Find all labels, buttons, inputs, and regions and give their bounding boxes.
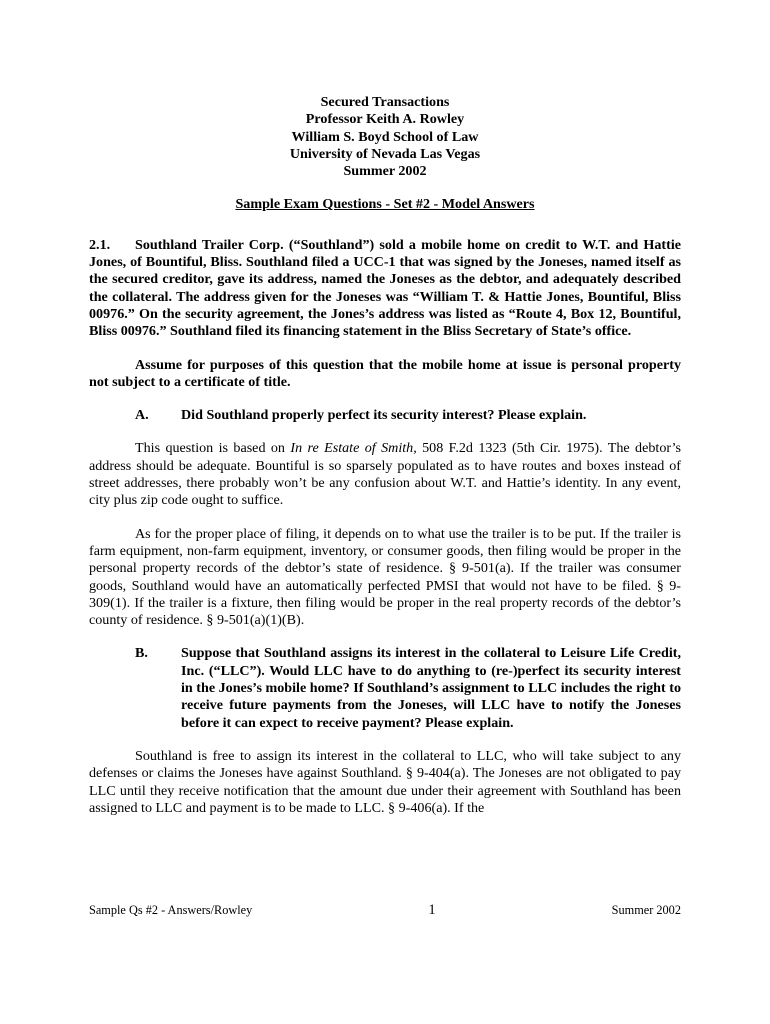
school-name: William S. Boyd School of Law bbox=[291, 128, 479, 145]
question-number: 2.1. bbox=[89, 236, 111, 253]
page-number: 1 bbox=[428, 902, 436, 918]
university-name: University of Nevada Las Vegas bbox=[289, 145, 481, 162]
document-body bbox=[89, 94, 681, 817]
answer-a-paragraph-1 bbox=[89, 440, 681, 509]
subquestion-b-text: Suppose that Southland assigns its interest in the collateral to Leisure Life Credit, Inc. (“LLC”). Would LLC have to do anything to (re-)perfect its security interest in the Jones’s mobile home? If Southland’s assignment to LLC includes the right to receive future payments from the Joneses, will LLC have to notify the Joneses before it can expect to receive payment? Please explain. bbox=[181, 645, 681, 731]
case-name: In re Estate of Smith bbox=[290, 440, 414, 457]
document-title: Sample Exam Questions - Set #2 - Model Answers bbox=[235, 196, 535, 213]
answer-a-text-start: This question is based on bbox=[135, 440, 291, 457]
professor-name: Professor Keith A. Rowley bbox=[305, 111, 465, 128]
question-2-1 bbox=[89, 237, 681, 341]
answer-a-text-end: , 508 F.2d 1323 (5th Cir. 1975). The debtor’s address should be adequate. Bountiful is so sparsely populated as to have routes and boxes instead of street addresses, there probably won’t be any confusion about W.T. and Hattie’s identity. In any event, city plus zip code ought to suffice. bbox=[89, 440, 681, 509]
answer-b-paragraph-1: Southland is free to assign its interest in the collateral to LLC, who will take subject to any defenses or claims the Joneses have against Southland. § 9-404(a). The Joneses are not obligated to pay LLC until they receive notification that the amount due under their agreement with Southland has been assigned to LLC and payment is to be made to LLC. § 9-406(a). If the bbox=[89, 747, 681, 816]
question-text: Southland Trailer Corp. (“Southland”) sold a mobile home on credit to W.T. and Hattie Jones, of Bountiful, Bliss. Southland filed a UCC-1 that was signed by the Joneses, named itself as the secured creditor, gave its address, named the Joneses as the debtor, and adequately described the collateral. The address given for the Joneses was “William T. & Hattie Jones, Bountiful, Bliss 00976.” On the security agreement, the Jones’s address was listed as “Route 4, Box 12, Bountiful, Bliss 00976.” Southland filed its financing statement in the Bliss Secretary of State’s office. bbox=[89, 236, 681, 340]
subquestion-a bbox=[89, 407, 681, 424]
subquestion-a-text: Did Southland properly perfect its security interest? Please explain. bbox=[181, 407, 587, 424]
course-name: Secured Transactions bbox=[320, 94, 450, 110]
subquestion-b bbox=[89, 645, 681, 731]
subquestion-a-label: A. bbox=[135, 407, 149, 424]
question-assumption: Assume for purposes of this question that the mobile home at issue is personal property not subject to a certificate of title. bbox=[89, 356, 681, 390]
footer-left: Sample Qs #2 - Answers/Rowley bbox=[89, 903, 253, 917]
subquestion-b-label: B. bbox=[135, 645, 148, 662]
term: Summer 2002 bbox=[343, 163, 427, 180]
document-header bbox=[89, 94, 681, 180]
page-footer bbox=[89, 902, 681, 919]
footer-right: Summer 2002 bbox=[611, 903, 681, 917]
answer-a-paragraph-2: As for the proper place of filing, it depends on to what use the trailer is to be put. If the trailer is farm equipment, non-farm equipment, inventory, or consumer goods, then filing would be proper in the personal property records of the debtor’s state of residence. § 9-501(a). If the trailer was consumer goods, Southland would have an automatically perfected PMSI that would not have to be filed. § 9-309(1). If the trailer is a fixture, then filing would be proper in the real property records of the debtor’s county of residence. § 9-501(a)(1)(B). bbox=[89, 525, 681, 629]
